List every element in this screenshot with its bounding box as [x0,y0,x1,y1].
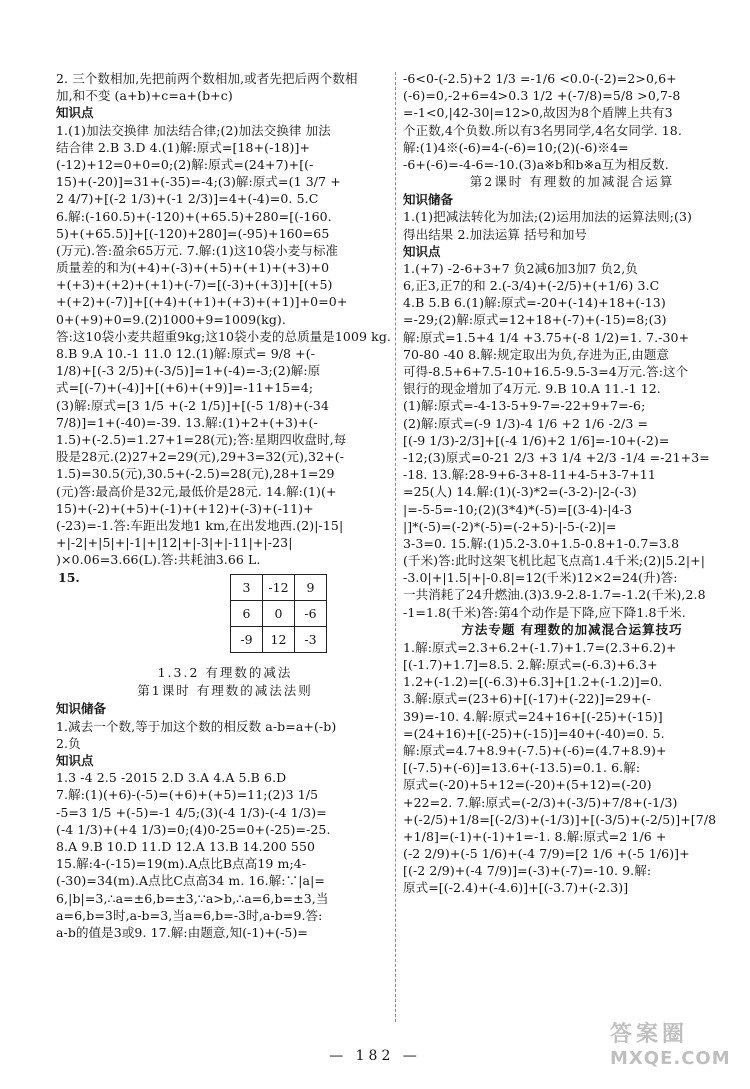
answer-line: 1.2+(-1.2)=[(-6.3)+6.3]+[1.2+(-1.2)]=0. [403,674,663,690]
answer-line: 7.解:(1)(+6)-(-5)=(+6)+(+5)=11;(2)3 1/5 [56,787,319,803]
answer-line: 8.A 9.B 10.D 11.D 12.A 13.B 14.200 550 [56,838,316,854]
answer-line: -5=3 1/5 +(-5)=-1 4/5;(3)(-4 1/3)-(-4 1/3)= [56,804,327,820]
answer-line: (-30)=34(m).A点比C点高34 m. 16.解:∵|a|= [56,873,325,889]
magic-square-row [231,627,327,653]
answer-line: [(-2 2/9)+(-4 7/9)]=(-3)+(-7)=-10. 9.解: [403,863,652,879]
answer-line: 解:(1)4※(-6)=4-(-6)=10;(2)(-6)※4= [403,139,629,155]
answer-line: 银行的现金增加了4万元. 9.B 10.A 11.-1 12. [403,381,661,397]
answer-line: 一共消耗了24升燃油.(3)3.9-2.8-1.7=-1.2(千米),2.8 [403,587,706,603]
answer-line: (-2 2/9)+(-5 1/6)+(-4 7/9)=[2 1/6 +(-5 1/6)]+ [403,846,690,862]
magic-square-cell: 0 [263,601,295,627]
answer-line: 6.解:(-160.5)+(-120)+(+65.5)+280=[(-160. [56,208,332,224]
answer-line: 1.5)=30.5(元),30.5+(-2.5)=28(元),28+1=29 [56,466,335,482]
problem-15-label: 15. [58,570,80,586]
answer-line: 解:原式=4.7+8.9+(-7.5)+(-6)=(4.7+8.9)+ [403,742,667,758]
answer-line: 70-80 -40 8.解:规定取出为负,存进为正,由题意 [403,346,670,362]
right-column [403,70,741,1030]
lesson-title: 第1课时 有理数的减法法则 [137,683,313,699]
answer-line: 15)+(-20)]=31+(-35)=-4;(3)解:原式=(1 3/7 + [56,174,341,190]
answer-line: 答:这10袋小麦共超重9kg;这10袋小麦的总质量是1009 kg. [56,328,391,344]
answer-line: -12;(3)原式=0-21 2/3 +3 1/4 +2/3 -1/4 =-21+3= [403,449,710,465]
answer-line: +22=2. 7.解:原式=(-2/3)+(-3/5)+7/8+(-1/3) [403,794,678,810]
answer-line: a=6,b=3时,a-b=3,当a=6,b=-3时,a-b=9.答: [56,907,323,923]
watermark-logo [610,1017,731,1069]
answer-line: (-23)=-1.答:车距出发地1 km,在出发地西.(2)|-15| [56,517,344,533]
heading-knowledge-point: 知识点 [56,753,94,768]
answer-line: (-6)=0,-2+6=4>0.3 1/2 +(-7/8)=5/8 >0,7-8 [403,88,681,104]
answer-line: 结合律 2.B 3.D 4.(1)解:原式=[18+(-18)]+ [56,139,311,155]
answer-line: 式=[(-7)+(-4)]+[(+6)+(+9)]=-11+15=4; [56,380,314,396]
answer-line: 2. 三个数相加,先把前两个数相加,或者先把后两个数相 [56,71,358,86]
magic-square-block [56,568,394,664]
answer-line: )×0.06=3.66(L).答:共耗油3.66 L. [56,552,261,568]
left-column [56,70,394,1030]
watermark-top: 答案圈 [610,1022,689,1047]
magic-square-table [230,574,327,653]
answer-line: 3-3=0. 15.解:(1)5.2-3.0+1.5-0.8+1-0.7=3.8 [403,535,680,551]
answer-line: 2 4/7)+[(-2 1/3)+(-1 2/3)]=4+(-4)=0. 5.C [56,191,319,207]
answer-line: +(+2)+(-7)]+[(+4)+(+1)+(+3)+(+1)]+0=0+ [56,294,348,310]
answer-line: 解:原式=1.5+4 1/4 +3.75+(-8 1/2)=1. 7.-30+ [403,329,690,345]
magic-square-row [231,601,327,627]
column-divider [395,72,396,1022]
section-title: 1.3.2 有理数的减法 [157,665,293,681]
answer-line: 个正数,4个负数.所以有3名男同学,4名女同学. 18. [403,122,682,138]
answer-line: (万元).答:盈余65万元. 7.解:(1)这10袋小麦与标准 [56,242,339,258]
heading-knowledge-point: 知识点 [56,105,94,121]
answer-line: (-12)+12=0+0=0;(2)解:原式=(24+7)+[(- [56,156,314,172]
answer-line: (3)解:原式=[3 1/5 +(-2 1/5)]+[(-5 1/8)+(-34 [56,397,330,413]
right-special-answers [403,639,741,897]
answer-line: 1.5)+(-2.5)=1.27+1=28(元);答:星期四收盘时,每 [56,431,347,447]
answer-line: [(-7.5)+(-6)]=13.6+(-13.5)=0.1. 6.解: [403,760,641,776]
right-reserve-answers [403,208,741,242]
magic-square-cell: 6 [231,601,263,627]
watermark-bottom: MXQE.COM [610,1048,731,1069]
heading-knowledge-reserve: 知识储备 [56,701,107,717]
answer-line: [(-9 1/3)-2/3]+[(-4 1/6)+2 1/6]=-10+(-2)= [403,432,670,448]
magic-square-cell: -6 [295,601,327,627]
answer-line: (1)解:原式=-4-13-5+9-7=-22+9+7=-6; [403,398,646,414]
answer-line: 1.(1)加法交换律 加法结合律;(2)加法交换律 加法 [56,122,331,138]
answer-line: 质量差的和为(+4)+(-3)+(+5)+(+1)+(+3)+0 [56,260,330,276]
left-point-answers [56,769,394,941]
answer-line: 5)+(+65.5)]+[(-120)+280]=(-95)+160=65 [56,225,330,241]
answer-line: 2.负 [56,735,81,751]
answer-line: -1=1.8(千米)答:第4个动作是下降,应下降1.8千米. [403,604,686,620]
answer-line: 7/8)]=1+(-40)=-39. 13.解:(1)+2+(+3)+(- [56,414,318,430]
answer-line: +|-2|+|5|+|-1|+|12|+|-3|+|-11|+|-23| [56,535,293,551]
answer-line: 1.3 -4 2.5 -2015 2.D 3.A 4.A 5.B 6.D [56,770,287,786]
magic-square-cell: 3 [231,575,263,601]
answer-line: =-29;(2)解:原式=12+18+(-7)+(-15)=8;(3) [403,312,667,328]
answer-line: +1/8]=(-1)+(-1)+1=-1. 8.解:原式=2 1/6 + [403,828,667,844]
answer-line: 8.B 9.A 10.-1 11.0 12.(1)解:原式= 9/8 +(- [56,346,316,361]
answer-line: +(+3)+(+2)+(+1)+(-7)=[(-3)+(+3)]+[(+5) [56,277,333,293]
answer-line: 3.解:原式=(23+6)+[(-17)+(-22)]=29+(- [403,691,651,707]
magic-square-cell: -3 [295,627,327,653]
answer-line: (-4 1/3)+(+4 1/3)=0;(4)0-25=0+(-25)=-25. [56,821,331,837]
answer-line: 6,正3,正7的和 2.(-3/4)+(-2/5)+(+1/6) 3.C [403,278,660,294]
answer-line: 15)+(-2)+(+5)+(-1)+(+12)+(-3)+(-11)+ [56,500,314,516]
answer-line: 1.解:原式=2.3+6.2+(-1.7)+1.7=(2.3+6.2)+ [403,639,677,655]
answer-line: 加,和不变 (a+b)+c=a+(b+c) [56,88,233,104]
answer-line: 1.(1)把减法转化为加法;(2)运用加法的运算法则;(3) [403,209,692,225]
answer-line: +(-2/5)+1/8=[(-2/3)+(-1/3)]+[(-3/5)+(-2/5)]+[7/8 [403,811,717,827]
magic-square-row [231,575,327,601]
right-point-answers [403,260,741,621]
answer-line: (元)答:最高价是32元,最低价是28元. 14.解:(1)(+ [56,483,337,499]
answer-line: |]*(-5)=(-2)*(-5)=(-2+5)-|-5-(-2)|= [403,518,617,534]
right-answers-intro [403,70,741,173]
answer-line: -3.0|+|1.5|+|-0.8|=12(千米)12×2=24(升)答: [403,570,678,586]
special-topic-title: 方法专题 有理数的加减混合运算技巧 [461,621,683,637]
answer-line: =25(人) 14.解:(1)(-3)*2=(-3-2)-|2-(-3) [403,484,637,500]
answer-line: 股是28元.(2)27+2=29(元),29+3=32(元),32+(- [56,449,345,465]
answer-line: -6+(-6)=-4-6=-10.(3)a※b和b※a互为相反数. [403,156,669,172]
answer-line: 15.解:4-(-15)=19(m).A点比B点高19 m;4- [56,856,307,872]
answer-line: 4.B 5.B 6.(1)解:原式=-20+(-14)+18+(-13) [403,295,666,311]
answer-line: 1/8)+[(-3 2/5)+(-3/5)]=1+(-4)=-3;(2)解:原 [56,363,321,379]
heading-knowledge-point: 知识点 [403,243,441,259]
answer-line: -6<0-(-2.5)+2 1/3 =-1/6 <0.0-(-2)=2>0,6+ [403,71,677,86]
lesson-title-2: 第2课时 有理数的加减混合运算 [469,174,675,190]
answer-line: (千米)答:此时这架飞机比起飞点高1.4千米;(2)|5.2|+| [403,553,706,569]
answer-line: 0+(+9)+0=9.(2)1000+9=1009(kg). [56,311,286,327]
answer-line: -18. 13.解:28-9+6-3+8-11+4-5+3-7+11 [403,467,656,483]
heading-knowledge-reserve: 知识储备 [403,192,454,208]
answer-line: =-1<0,|42-30|=12>0,故因为8个盾牌上共有3 [403,105,673,121]
left-answers-intro [56,70,394,104]
answer-line: 原式=(-20)+5+12=(-20)+(5+12)=(-20) [403,777,652,793]
magic-square-cell: 12 [263,627,295,653]
answer-line: =(24+16)+[(-25)+(-15)]=40+(-40)=0. 5. [403,725,665,741]
answer-line: a-b的值是3或9. 17.解:由题意,知(-1)+(-5)= [56,924,309,940]
left-answers-body [56,122,394,569]
answer-line: 可得-8.5+6+7.5-10+16.5-9.5-3=4万元.答:这个 [403,364,689,379]
left-reserve-answers [56,718,394,752]
answer-line: [(-1.7)+1.7]=8.5. 2.解:原式=(-6.3)+6.3+ [403,657,658,672]
magic-square-cell: -12 [263,575,295,601]
answer-line: 1.减去一个数,等于加这个数的相反数 a-b=a+(-b) [56,718,337,734]
answer-line: 6,|b|=3,∴a=±6,b=±3,∵a>b,∴a=6,b=±3,当 [56,890,329,906]
page-number: — 182 — [329,1048,421,1064]
answer-line: 1.(+7) -2-6+3+7 负2减6加3加7 负2,负 [403,260,638,276]
magic-square-cell: -9 [231,627,263,653]
magic-square-cell: 9 [295,575,327,601]
answer-line: 得出结果 2.加法运算 括号和加号 [403,226,588,242]
answer-line: (2)解:原式=(-9 1/3)-4 1/6 +2 1/6 -2/3 = [403,415,649,431]
answer-line: 39)=-10. 4.解:原式=24+16+[(-25)+(-15)] [403,708,663,724]
answer-line: 原式=[(-2.4)+(-4.6)]+[(-3.7)+(-2.3)] [403,880,629,896]
answer-line: |=-5-5=-10;(2)(3*4)*(-5)=[(3-4)-|4-3 [403,501,633,517]
